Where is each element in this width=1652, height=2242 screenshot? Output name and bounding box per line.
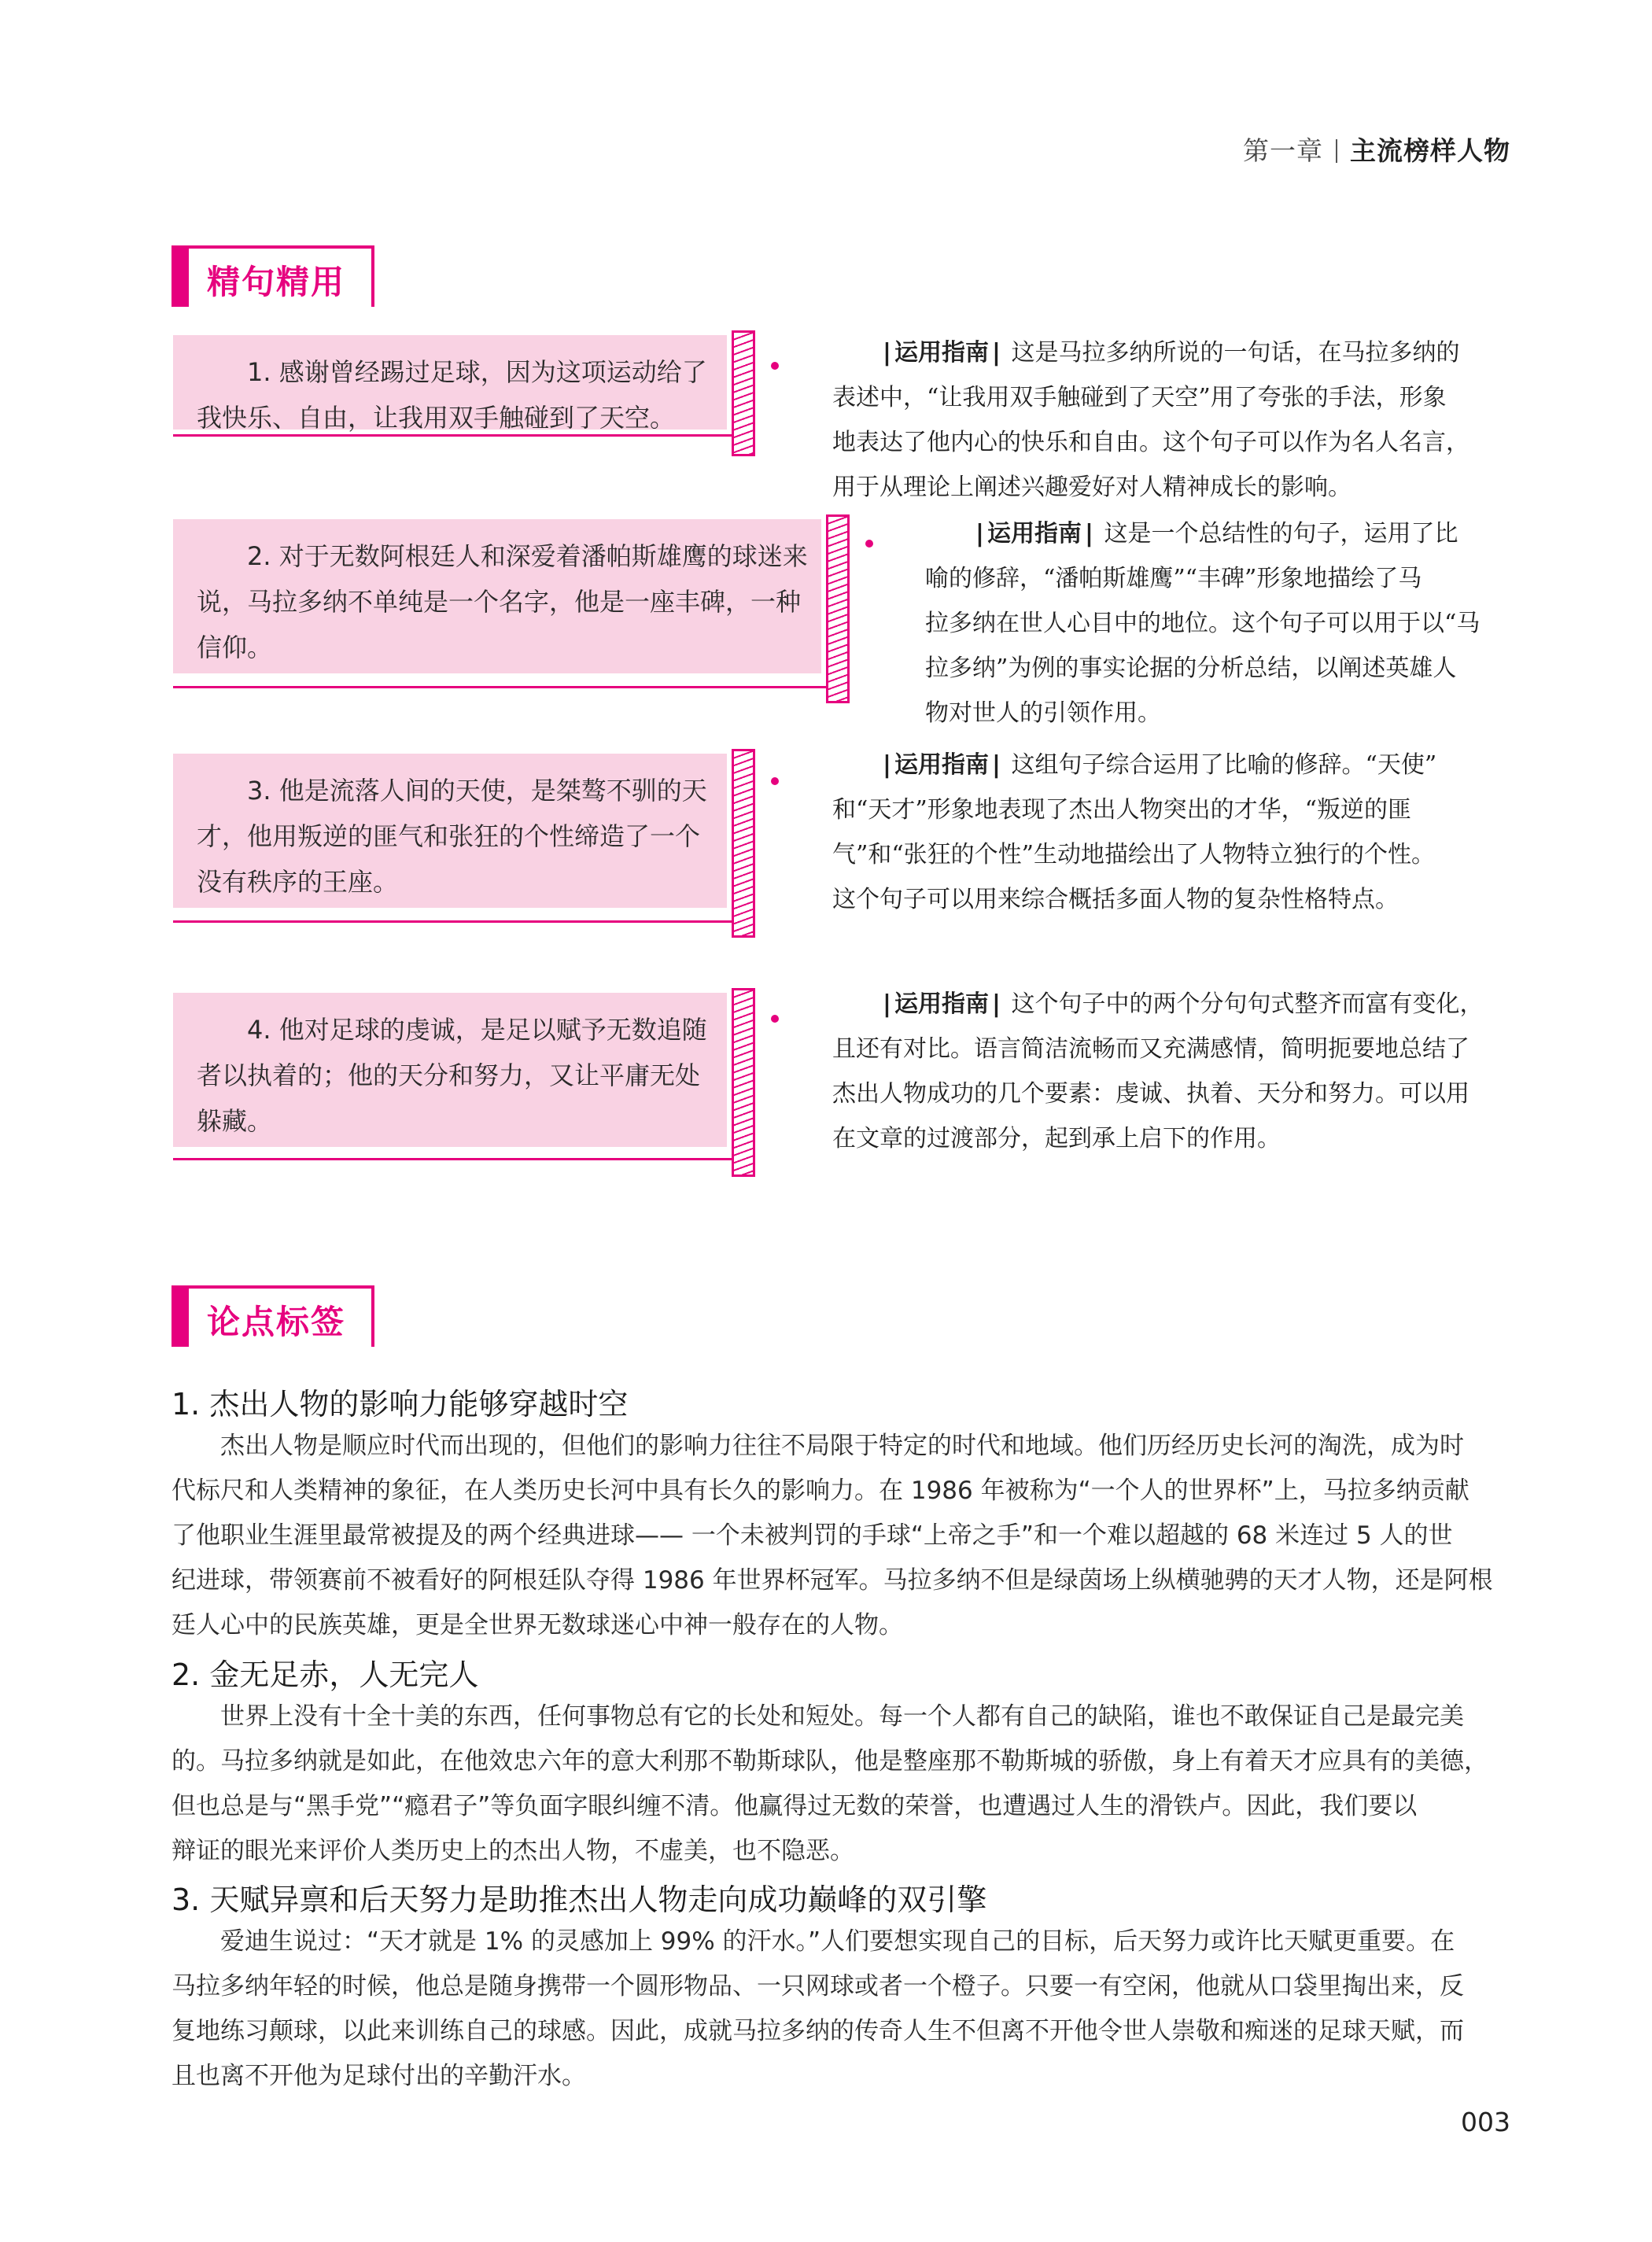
guide-line: 喻的修辞，“潘帕斯雄鹰”“丰碑”形象地描绘了马 [925,565,1422,592]
guide-line: 表述中，“让我用双手触碰到了天空”用了夸张的手法，形象 [832,384,1447,411]
paragraph-line: 的。马拉多纳就是如此，在他效忠六年的意大利那不勒斯球队，他是整座那不勒斯城的骄傲，身上有着天才应具有的美德， [171,1747,1488,1776]
quote-line: 1. 感谢曾经踢过足球，因为这项运动给了 [247,357,707,387]
guide-line: 物对世人的引领作用。 [925,699,1161,727]
argument-paragraph [171,1919,1464,2099]
quote-fold-decoration [826,514,850,703]
section-title-bar [171,245,189,307]
quote-fold-decoration [732,988,755,1177]
quote-line: 才，他用叛逆的匪气和张狂的个性缔造了一个 [197,821,701,851]
guide-line: 这是马拉多纳所说的一句话，在马拉多纳的 [1011,339,1460,367]
section-title-box [171,245,374,307]
quote-line: 4. 他对足球的虔诚，是足以赋予无数追随 [247,1015,707,1045]
guide-line: 且还有对比。语言简洁流畅而又充满感情，简明扼要地总结了 [832,1035,1469,1063]
guide-line: 这是一个总结性的句子，运用了比 [1104,520,1458,548]
quote-underline [173,920,733,923]
quote-card [173,993,727,1147]
section-title: 论点标签 [207,1303,346,1341]
section-title-bar [171,1285,189,1347]
paragraph-line: 复地练习颠球，以此来训练自己的球感。因此，成就马拉多纳的传奇人生不但离不开他令世人崇敬和痴迷的足球天赋，而 [171,2017,1464,2045]
guide-line: 这个句子中的两个分句句式整齐而富有变化， [1011,990,1484,1018]
paragraph-line: 杰出人物是顺应时代而出现的，但他们的影响力往往不局限于特定的时代和地域。他们历经历史长河的淘洗，成为时 [220,1432,1464,1460]
guide-line: 这个句子可以用来综合概括多面人物的复杂性格特点。 [832,886,1399,913]
quote-line: 2. 对于无数阿根廷人和深爱着潘帕斯雄鹰的球迷来 [247,541,808,571]
guide-tag: 运用指南 [894,339,989,367]
quote-line: 信仰。 [197,632,273,662]
paragraph-line: 世界上没有十全十美的东西，任何事物总有它的长处和短处。每一个人都有自己的缺陷，谁也不敢保证自己是最完美 [220,1702,1464,1731]
guide-line: 拉多纳”为例的事实论据的分析总结，以阐述英雄人 [925,655,1457,682]
page-number: 003 [1461,2107,1510,2137]
quote-line: 3. 他是流落人间的天使，是桀骜不驯的天 [247,776,707,806]
argument-heading: 1. 杰出人物的影响力能够穿越时空 [171,1387,629,1422]
header-divider [1336,139,1337,163]
argument-paragraph [171,1694,1488,1874]
quote-line: 我快乐、自由，让我用双手触碰到了天空。 [197,403,676,433]
paragraph-line: 了他职业生涯里最常被提及的两个经典进球—— 一个未被判罚的手球“上帝之手”和一个难以超越的 68 米连过 5 人的世 [171,1521,1453,1550]
guide-line: 气”和“张狂的个性”生动地描绘出了人物特立独行的个性。 [832,841,1436,868]
quote-line: 躲藏。 [197,1106,273,1136]
quote-underline [173,1158,733,1160]
argument-heading: 3. 天赋异禀和后天努力是助推杰出人物走向成功巅峰的双引擎 [171,1882,987,1917]
quote-card [173,519,821,673]
paragraph-line: 廷人心中的民族英雄，更是全世界无数球迷心中神一般存在的人物。 [171,1611,903,1639]
argument-paragraph [171,1424,1493,1648]
quote-fold-decoration [732,330,755,456]
guide-tag: 运用指南 [986,520,1082,548]
quote-underline [173,434,733,437]
chapter-label: 第一章 [1243,135,1323,166]
usage-guide: | 运用指南 | 这是马拉多纳所说的一句话，在马拉多纳的 表述中，“让我用双手触碰到了天空”用了夸张的手法，形象 地表达了他内心的快乐和自由。这个句子可以作为名人名言， 用于从理论上阐述兴趣爱好对人精神成长的影响。 [832,330,1517,510]
guide-line: 地表达了他内心的快乐和自由。这个句子可以作为名人名言， [832,429,1469,456]
paragraph-line: 代标尺和人类精神的象征，在人类历史长河中具有长久的影响力。在 1986 年被称为“一个人的世界杯”上，马拉多纳贡献 [171,1477,1469,1505]
quote-bullet-dot [771,362,779,370]
paragraph-line: 马拉多纳年轻的时候，他总是随身携带一个圆形物品、一只网球或者一个橙子。只要一有空闲，他就从口袋里掏出来，反 [171,1972,1464,2000]
quote-underline [173,686,828,688]
argument-heading: 2. 金无足赤，人无完人 [171,1658,479,1692]
usage-guide: | 运用指南 | 这个句子中的两个分句句式整齐而富有变化， 且还有对比。语言简洁流畅而又充满感情，简明扼要地总结了 杰出人物成功的几个要素：虔诚、执着、天分和努力。可以用 在文章的过渡部分，起到承上启下的作用。 [832,982,1517,1161]
paragraph-line: 纪进球，带领赛前不被看好的阿根廷队夺得 1986 年世界杯冠军。马拉多纳不但是绿茵场上纵横驰骋的天才人物，还是阿根 [171,1566,1493,1595]
quote-bullet-dot [771,777,779,785]
guide-line: 拉多纳在世人心目中的地位。这个句子可以用于以“马 [925,610,1481,637]
quote-fold-decoration [732,749,755,938]
guide-tag: 运用指南 [894,990,989,1018]
paragraph-line: 辩证的眼光来评价人类历史上的杰出人物，不虚美，也不隐恶。 [171,1837,854,1865]
paragraph-line: 但也总是与“黑手党”“瘾君子”等负面字眼纠缠不清。他赢得过无数的荣誉，也遭遇过人生的滑铁卢。因此，我们要以 [171,1792,1418,1820]
quote-line: 没有秩序的王座。 [197,867,399,897]
quote-bullet-dot [771,1015,779,1023]
section-title: 精句精用 [207,263,346,301]
section-title-box [171,1285,374,1347]
guide-line: 这组句子综合运用了比喻的修辞。“天使” [1011,751,1437,779]
quote-card [173,335,727,433]
guide-line: 杰出人物成功的几个要素：虔诚、执着、天分和努力。可以用 [832,1080,1469,1108]
paragraph-line: 爱迪生说过：“天才就是 1% 的灵感加上 99% 的汗水。”人们要想实现自己的目标，后天努力或许比天赋更重要。在 [220,1927,1455,1956]
quote-line: 者以执着的；他的天分和努力，又让平庸无处 [197,1060,701,1090]
guide-tag: 运用指南 [894,751,989,779]
quote-line: 说，马拉多纳不单纯是一个名字，他是一座丰碑，一种 [197,587,802,617]
running-header [1243,131,1510,168]
quote-card [173,754,727,908]
guide-line: 用于从理论上阐述兴趣爱好对人精神成长的影响。 [832,474,1351,501]
quote-bullet-dot [865,540,873,548]
paragraph-line: 且也离不开他为足球付出的辛勤汗水。 [171,2062,586,2090]
usage-guide: | 运用指南 | 这是一个总结性的句子，运用了比 喻的修辞，“潘帕斯雄鹰”“丰碑”形象地描绘了马 拉多纳在世人心目中的地位。这个句子可以用于以“马 拉多纳”为例的事实论据的分析总结，以阐述英雄人 物对世人的引领作用。 [925,511,1523,736]
guide-line: 在文章的过渡部分，起到承上启下的作用。 [832,1125,1281,1152]
usage-guide: | 运用指南 | 这组句子综合运用了比喻的修辞。“天使” 和“天才”形象地表现了杰出人物突出的才华，“叛逆的匪 气”和“张狂的个性”生动地描绘出了人物特立独行的个性。 这个句子可以用来综合概括多面人物的复杂性格特点。 [832,743,1517,922]
chapter-title: 主流榜样人物 [1350,135,1510,166]
guide-line: 和“天才”形象地表现了杰出人物突出的才华，“叛逆的匪 [832,796,1412,824]
